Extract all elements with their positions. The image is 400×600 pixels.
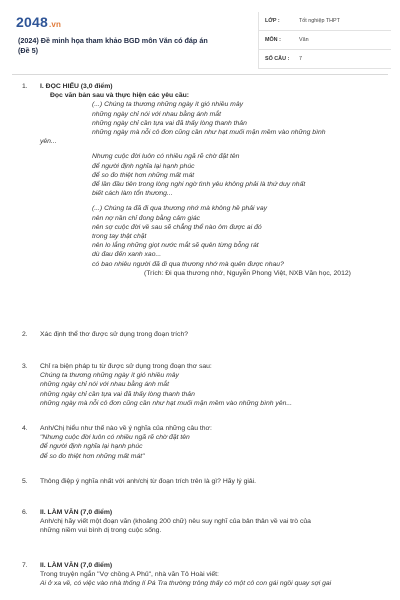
poem-line: nên lo lắng những giọt nước mắt sẽ quên từng bỗng rát [92, 242, 259, 250]
poem-line: để so đo thiệt hơn những mất mát" [40, 452, 145, 460]
question-text: những niềm vui bình dị trong cuộc sống. [40, 527, 162, 535]
document-title-line: (Đề 5) [18, 45, 38, 55]
question-text: Anh/Chị hiểu như thế nào về ý nghĩa của những câu thơ: [40, 425, 212, 432]
poem-line: để lần đầu tiên trong lòng nghi ngờ tình yêu không phải là thứ duy nhất [92, 181, 306, 189]
poem-line: để người định nghĩa lại hạnh phúc [92, 162, 195, 170]
question-number: 7. [22, 562, 28, 569]
section-heading: II. LÀM VĂN (7,0 điểm) [40, 509, 113, 516]
meta-table [258, 12, 391, 69]
meta-row-question-count [259, 50, 391, 69]
question-text: Trong truyện ngắn "Vợ chồng A Phủ", nhà văn Tô Hoài viết: [40, 571, 219, 579]
meta-row-subject [259, 31, 391, 50]
document-title [18, 36, 238, 55]
citation: (Trích: Đi qua thương nhớ, Nguyễn Phong Việt, NXB Văn học, 2012) [144, 269, 351, 277]
meta-value: Tốt nghiệp THPT [299, 18, 340, 24]
question-text: Xác định thể thơ được sử dụng trong đoạn trích? [40, 331, 188, 338]
site-logo[interactable]: 2048.vn [16, 14, 62, 30]
question-5 [22, 477, 384, 486]
poem-line: để so đo thiệt hơn những mất mát [92, 171, 195, 179]
poem-line: những ngày mà nỗi cô đơn cũng cần như hạt muối mặn mềm vào những bình [92, 129, 326, 137]
poem-line: để người định nghĩa lại hạnh phúc [40, 443, 143, 451]
question-number: 5. [22, 478, 28, 485]
question-3 [22, 362, 384, 408]
quoted-text: Ai ở xa về, có việc vào nhà thống lí Pá Tra thường trông thấy có một cô con gái ngồi quay sợi gai [40, 580, 332, 588]
poem-line: những ngày mà nỗi cô đơn cũng cần như hạt muối mặn mềm vào những bình yên... [40, 399, 293, 407]
question-text: Thông điệp ý nghĩa nhất với anh/chị từ đoạn trích trên là gì? Hãy lý giải. [40, 478, 257, 485]
question-2 [22, 330, 384, 339]
document-title-line: (2024) Đề minh họa tham khảo BGD môn Văn có đáp án [18, 36, 208, 45]
question-number: 6. [22, 509, 28, 516]
question-4 [22, 424, 384, 461]
section-heading: I. ĐỌC HIỂU (3,0 điểm) [40, 83, 113, 90]
poem-line: yên... [40, 138, 57, 146]
poem-stanza [40, 100, 384, 137]
question-number: 2. [22, 331, 28, 338]
question-text: Chỉ ra biện pháp tu từ được sử dụng trong đoạn thơ sau: [40, 363, 212, 370]
poem-line: Nhưng cuộc đời luôn có nhiều ngã rẽ chờ đặt tên [92, 153, 240, 161]
meta-key: MÔN : [265, 37, 281, 43]
poem-line: "Nhưng cuộc đời luôn có nhiều ngã rẽ chờ đặt tên [40, 434, 190, 442]
question-number: 4. [22, 425, 28, 432]
section-heading: II. LÀM VĂN (7,0 điểm) [40, 562, 113, 569]
poem-line: có bao nhiêu người đã đi qua thương nhớ mà quên được nhau? [92, 260, 284, 268]
poem-line: nên nợ nần chỉ đong bằng cảm giác [92, 214, 201, 222]
meta-key: LỚP : [265, 18, 280, 24]
question-number: 1. [22, 83, 28, 90]
document-header [12, 10, 388, 74]
section-subheading: Đọc văn bản sau và thực hiện các yêu cầu: [50, 92, 190, 100]
poem-stanza [40, 204, 384, 268]
poem-line: những ngày chỉ cần tựa vai đã thấy lòng thanh thản [92, 119, 247, 127]
meta-value: Văn [299, 37, 309, 43]
meta-row-class [259, 12, 391, 31]
poem-line: những ngày chỉ cần tựa vai đã thấy lòng thanh thản [40, 390, 195, 398]
poem-line: nên sợ cuộc đời về sau sẽ chẳng thể nào ôm được ai đó [92, 223, 262, 231]
question-text: Anh/chị hãy viết một đoạn văn (khoảng 200 chữ) nêu suy nghĩ của bản thân về vai trò của [40, 518, 311, 526]
quoted-lines [40, 371, 384, 408]
question-6 [22, 508, 384, 536]
question-number: 3. [22, 363, 28, 370]
quoted-lines [40, 433, 384, 461]
poem-line: những ngày chỉ nói với nhau bằng ánh mắt [40, 381, 169, 389]
poem-line: biết cách làm tổn thương... [92, 190, 173, 198]
poem-line: Chúng ta thương những ngày ít gió nhiều mây [40, 372, 179, 380]
meta-key: SỐ CÂU : [265, 56, 290, 62]
meta-value: 7 [299, 56, 302, 62]
poem-line: (...) Chúng ta đã đi qua thương nhớ mà không hề phải vay [92, 205, 268, 213]
poem-line: những ngày chỉ nói với nhau bằng ánh mắt [92, 110, 221, 118]
poem-line: trong tay thật chặt [92, 233, 147, 241]
header-divider [12, 74, 388, 75]
poem-line: (...) Chúng ta thương những ngày ít gió nhiều mây [92, 101, 244, 109]
question-7 [22, 561, 384, 589]
poem-line: dù đau đến xanh xao... [92, 251, 162, 259]
question-1 [22, 82, 384, 278]
poem-stanza [40, 152, 384, 198]
